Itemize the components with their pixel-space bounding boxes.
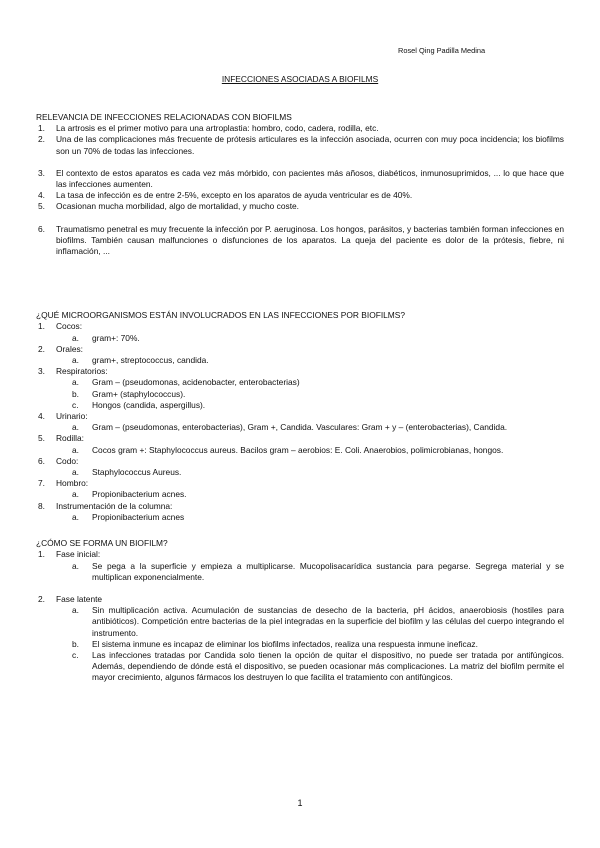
sub-item bbox=[36, 512, 564, 523]
sub-item-letter: c. bbox=[72, 399, 79, 410]
item-label: Rodilla: bbox=[56, 433, 84, 444]
sub-item-text: gram+: 70%. bbox=[92, 332, 140, 343]
sub-item bbox=[36, 467, 564, 478]
list-item bbox=[36, 411, 564, 422]
sub-item-text: Cocos gram +: Staphylococcus aureus. Bacilos gram – aerobios: E. Coli. Anaerobios, polimicrobianas, hongos. bbox=[92, 444, 504, 455]
item-label: Respiratorios: bbox=[56, 366, 108, 377]
sub-item bbox=[36, 377, 564, 388]
sub-item-text: Gram+ (staphylococcus). bbox=[92, 388, 186, 399]
list-item bbox=[36, 456, 564, 467]
sub-item bbox=[36, 605, 564, 639]
list-item bbox=[36, 366, 564, 377]
sub-item bbox=[36, 445, 564, 456]
item-number: 1. bbox=[38, 123, 45, 134]
item-label: Fase latente bbox=[56, 593, 103, 604]
list-item bbox=[36, 168, 564, 190]
sub-item-text: Gram – (pseudomonas, enterobacterias), Gram +, Candida. Vasculares: Gram + y – (enterobacterias), Candida. bbox=[92, 422, 508, 433]
list-item bbox=[36, 134, 564, 156]
sub-item-text: Propionibacterium acnes. bbox=[92, 489, 187, 500]
sub-item bbox=[36, 422, 564, 433]
item-number: 4. bbox=[38, 190, 45, 201]
item-text: El contexto de estos aparatos es cada vez más mórbido, con pacientes más añosos, diabéticos, inmunosuprimidos, ... lo que hace que las infecciones aumenten. bbox=[56, 167, 564, 190]
sub-item-text: gram+, streptococcus, candida. bbox=[92, 355, 209, 366]
document-body bbox=[36, 112, 564, 684]
item-text: La artrosis es el primer motivo para una artroplastia: hombro, codo, cadera, rodilla, etc. bbox=[56, 123, 379, 134]
item-number: 2. bbox=[38, 343, 45, 354]
sub-item-letter: a. bbox=[72, 377, 79, 388]
sub-item-letter: b. bbox=[72, 388, 79, 399]
sub-item bbox=[36, 333, 564, 344]
item-label: Urinario: bbox=[56, 411, 88, 422]
page-number: 1 bbox=[297, 798, 303, 808]
sub-item-text: El sistema inmune es incapaz de eliminar los biofilms infectados, realiza una respuesta inmune ineficaz. bbox=[92, 638, 478, 649]
list-item bbox=[36, 123, 564, 134]
list-item bbox=[36, 190, 564, 201]
sub-item-letter: a. bbox=[72, 605, 79, 616]
item-number: 2. bbox=[38, 593, 45, 604]
sub-item-letter: a. bbox=[72, 467, 79, 478]
list-item bbox=[36, 321, 564, 332]
sub-item bbox=[36, 650, 564, 684]
item-label: Codo: bbox=[56, 455, 79, 466]
sub-item-text: Las infecciones tratadas por Candida solo tienen la opción de quitar el dispositivo, no puede ser tratada por antifúngicos. Además, dependiendo de dónde está el dispositivo, se pueden ocasionar más complicaciones. La matriz del biofilm permite el mayor crecimiento, algunos fármacos los destruyen lo que facilita el tratamiento con antifúngicos. bbox=[92, 649, 564, 683]
item-number: 2. bbox=[38, 134, 45, 145]
sub-item-letter: a. bbox=[72, 560, 79, 571]
sub-item-letter: b. bbox=[72, 638, 79, 649]
sub-item bbox=[36, 400, 564, 411]
sub-item-letter: a. bbox=[72, 355, 79, 366]
list-item bbox=[36, 594, 564, 605]
sub-item-text: Se pega a la superficie y empieza a multiplicarse. Mucopolisacarídica sustancia para pegarse. Segrega material y se multiplican exponencialmente. bbox=[92, 560, 564, 582]
sub-item bbox=[36, 489, 564, 500]
list-item bbox=[36, 549, 564, 560]
item-number: 8. bbox=[38, 500, 45, 511]
list-item bbox=[36, 433, 564, 444]
sub-item-letter: a. bbox=[72, 444, 79, 455]
item-label: Hombro: bbox=[56, 478, 89, 489]
sub-item-letter: a. bbox=[72, 489, 79, 500]
item-label: Fase inicial: bbox=[56, 549, 101, 560]
item-number: 1. bbox=[38, 321, 45, 332]
list-item bbox=[36, 201, 564, 212]
section-heading: RELEVANCIA DE INFECCIONES RELACIONADAS CON BIOFILMS bbox=[36, 112, 292, 122]
item-number: 3. bbox=[38, 366, 45, 377]
sub-item-letter: a. bbox=[72, 422, 79, 433]
sub-item bbox=[36, 355, 564, 366]
item-text: La tasa de infección es de entre 2-5%, excepto en los aparatos de ayuda ventricular es de 40%. bbox=[56, 190, 413, 201]
item-text: Una de las complicaciones más frecuente de prótesis articulares es la infección asociada, ocurren con muy poca incidencia; los biofilms son un 70% de todas las infecciones. bbox=[56, 134, 564, 156]
sub-item-text: Hongos (candida, aspergillus). bbox=[92, 399, 206, 410]
item-number: 3. bbox=[38, 167, 45, 178]
document-title: INFECCIONES ASOCIADAS A BIOFILMS bbox=[221, 74, 379, 84]
section-heading: ¿CÓMO SE FORMA UN BIOFILM? bbox=[36, 538, 168, 549]
sub-item-letter: a. bbox=[72, 332, 79, 343]
item-text: Ocasionan mucha morbilidad, algo de mortalidad, y mucho coste. bbox=[56, 201, 300, 212]
item-number: 5. bbox=[38, 433, 45, 444]
item-label: Cocos: bbox=[56, 321, 83, 332]
sub-item bbox=[36, 561, 564, 583]
item-label: Instrumentación de la columna: bbox=[56, 500, 173, 511]
item-number: 6. bbox=[38, 455, 45, 466]
sub-item bbox=[36, 389, 564, 400]
sub-item-letter: a. bbox=[72, 511, 79, 522]
list-item bbox=[36, 224, 564, 258]
section-heading: ¿QUÉ MICROORGANISMOS ESTÁN INVOLUCRADOS EN LAS INFECCIONES POR BIOFILMS? bbox=[36, 310, 406, 321]
item-number: 7. bbox=[38, 478, 45, 489]
sub-item-text: Propionibacterium acnes bbox=[92, 511, 185, 522]
list-item bbox=[36, 501, 564, 512]
item-text: Traumatismo penetral es muy frecuente la infección por P. aeruginosa. Los hongos, parásitos, y bacterias también forman infecciones en biofilms. También causan malfunciones o disfunciones de los aparatos. La queja del paciente es dolor de la prótesis, fiebre, ni inflamación, ... bbox=[56, 223, 564, 257]
item-number: 5. bbox=[38, 201, 45, 212]
sub-item-letter: c. bbox=[72, 649, 79, 660]
author-name: Rosel Qing Padilla Medina bbox=[398, 46, 486, 55]
sub-item-text: Staphylococcus Aureus. bbox=[92, 467, 182, 478]
item-number: 6. bbox=[38, 223, 45, 234]
sub-item-text: Sin multiplicación activa. Acumulación de sustancias de desecho de la bacteria, pH ácidos, anaerobiosis (hostiles para antibióticos). Competición entre bacterias de la piel integradas en la superficie del biofilm y las células del cuerpo integrando el instrumento. bbox=[92, 605, 564, 638]
sub-item-text: Gram – (pseudomonas, acidenobacter, enterobacterias) bbox=[92, 377, 300, 388]
sub-item bbox=[36, 639, 564, 650]
item-number: 1. bbox=[38, 549, 45, 560]
item-label: Orales: bbox=[56, 343, 83, 354]
list-item bbox=[36, 478, 564, 489]
item-number: 4. bbox=[38, 411, 45, 422]
list-item bbox=[36, 344, 564, 355]
